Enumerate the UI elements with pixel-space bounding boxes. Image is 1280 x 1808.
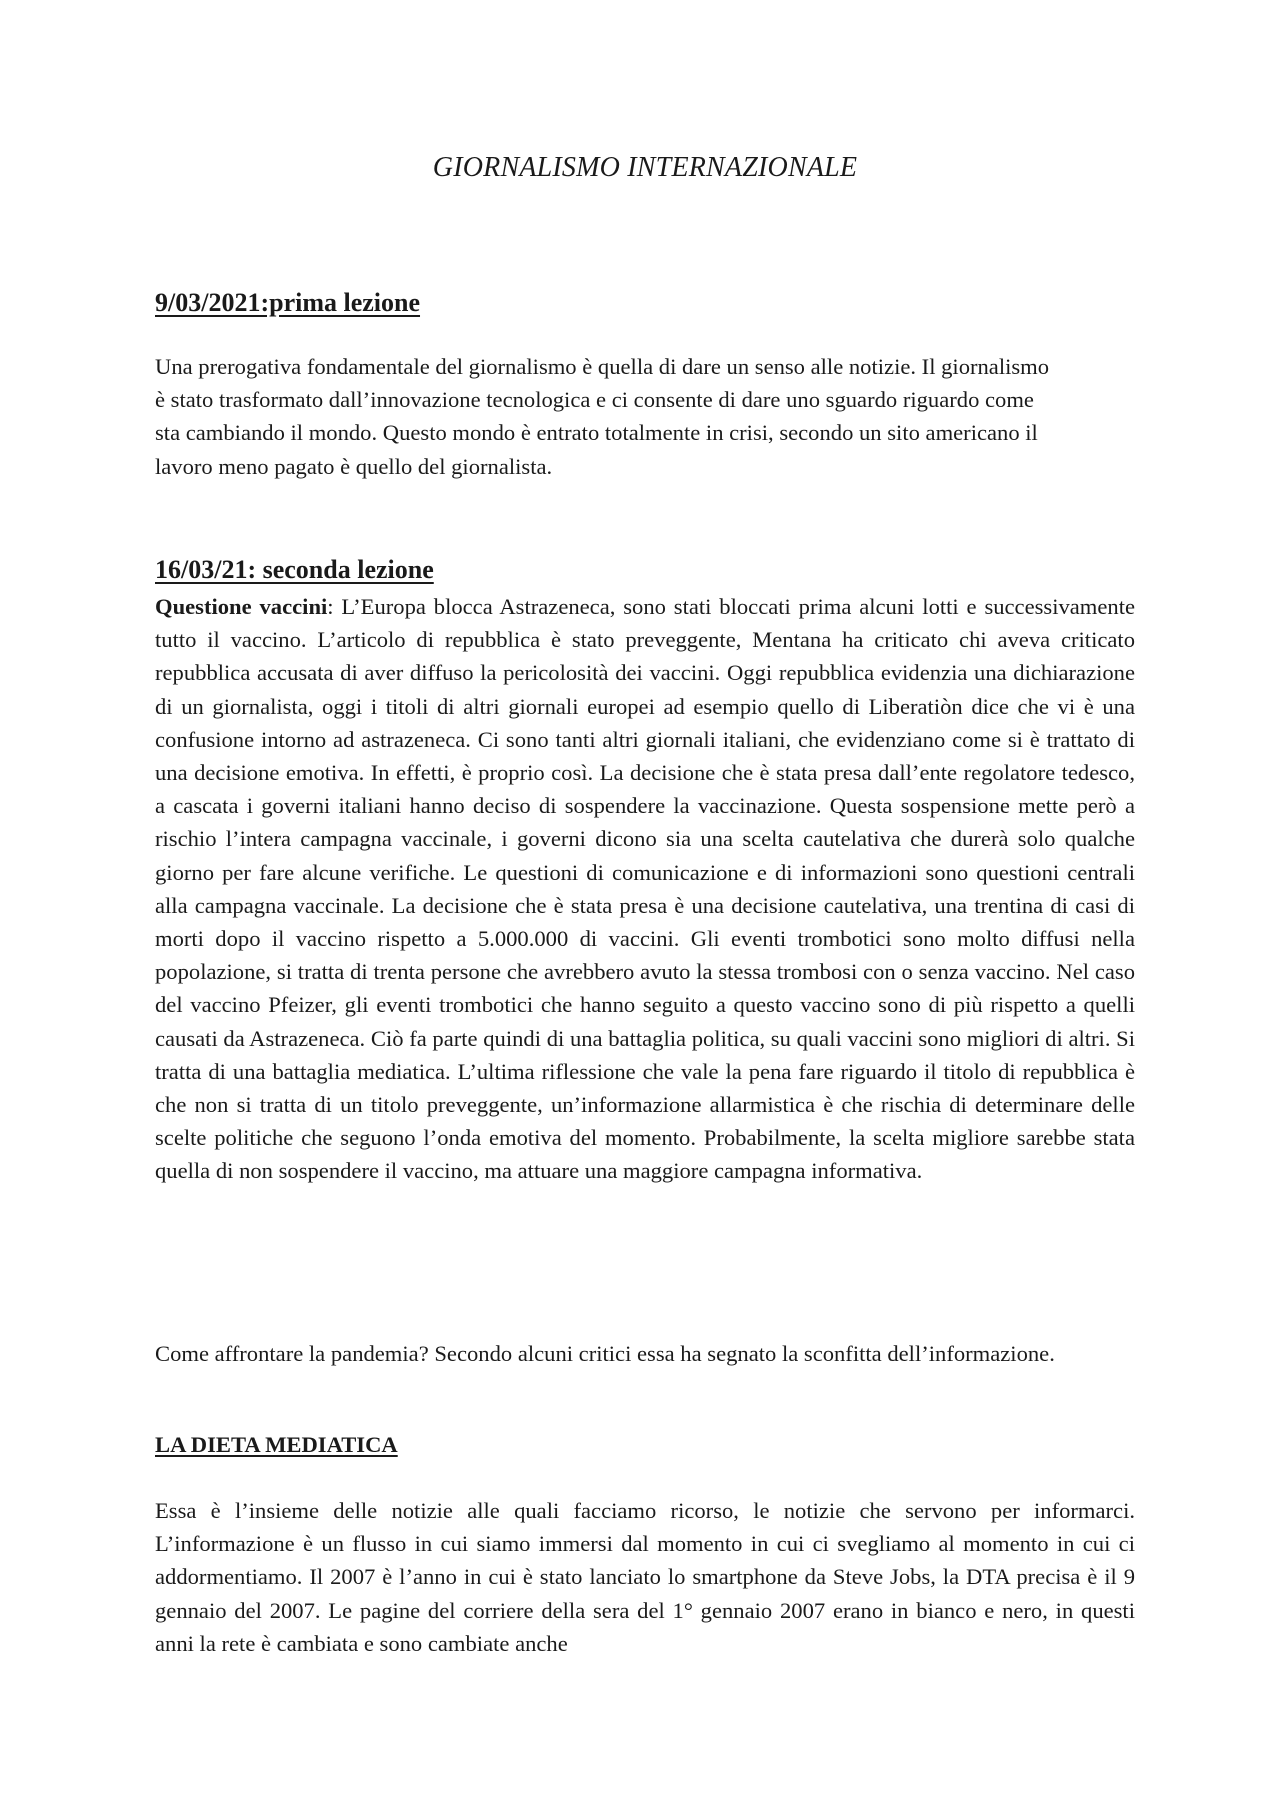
paragraph-prima-lezione: Una prerogativa fondamentale del giornalismo è quella di dare un senso alle notizie. Il giornalismo è stato trasformato dall’innovazione tecnologica e ci consente di dare uno sguardo riguardo come sta cambiando il mondo. Questo mondo è entrato totalmente in crisi, secondo un sito americano il lavoro meno pagato è quello del giornalista. — [155, 354, 1050, 479]
section-heading-seconda-lezione: 16/03/21: seconda lezione — [155, 555, 434, 584]
paragraph-pandemia: Come affrontare la pandemia? Secondo alcuni critici essa ha segnato la sconfitta dell’informazione. — [155, 1341, 1055, 1366]
questione-vaccini-label: Questione vaccini — [155, 594, 328, 619]
document-title: GIORNALISMO INTERNAZIONALE — [432, 152, 858, 183]
section-heading-dieta-mediatica: LA DIETA MEDIATICA — [155, 1432, 398, 1457]
questione-vaccini-text: : L’Europa blocca Astrazeneca, sono stati bloccati prima alcuni lotti e successivamente tutto il vaccino. L’articolo di repubblica è stato preveggente, Mentana ha criticato chi aveva criticato repubblica accusata di aver diffuso la pericolosità dei vaccini. Oggi repubblica evidenzia una dichiarazione di un giornalista, oggi i titoli di altri giornali europei ad esempio quello di Liberatiòn dice che vi è una confusione intorno ad astrazeneca. Ci sono tanti altri giornali italiani, che evidenziano come si è trattato di una decisione emotiva. In effetti, è proprio così. La decisione che è stata presa dall’ente regolatore tedesco, a cascata i governi italiani hanno deciso di sospendere la vaccinazione. Questa sospensione mette però a rischio l’intera campagna vaccinale, i governi dicono sia una scelta cautelativa che durerà solo qualche giorno per fare alcune verifiche. Le questioni di comunicazione e di informazioni sono questioni centrali alla campagna vaccinale. La decisione che è stata presa è una decisione cautelativa, una trentina di casi di morti dopo il vaccino rispetto a 5.000.000 di vaccini. Gli eventi trombotici sono molto diffusi nella popolazione, si tratta di trenta persone che avrebbero avuto la stessa trombosi con o senza vaccino. Nel caso del vaccino Pfeizer, gli eventi trombotici che hanno seguito a questo vaccino sono di più rispetto a quelli causati da Astrazeneca. Ciò fa parte quindi di una battaglia politica, su quali vaccini sono migliori di altri. Si tratta di una battaglia mediatica. L’ultima riflessione che vale la pena fare riguardo il titolo di repubblica è che non si tratta di un titolo preveggente, un’informazione allarmistica è che rischia di determinare delle scelte politiche che seguono l’onda emotiva del momento. Probabilmente, la scelta migliore sarebbe stata quella di non sospendere il vaccino, ma attuare una maggiore campagna informativa. — [155, 594, 1136, 1184]
paragraph-questione-vaccini — [155, 590, 1135, 1188]
section-heading-prima-lezione: 9/03/2021:prima lezione — [155, 288, 421, 317]
paragraph-dieta-mediatica: Essa è l’insieme delle notizie alle quali facciamo ricorso, le notizie che servono per informarci. L’informazione è un flusso in cui siamo immersi dal momento in cui ci svegliamo al momento in cui ci addormentiamo. Il 2007 è l’anno in cui è stato lanciato lo smartphone da Steve Jobs, la DTA precisa è il 9 gennaio del 2007. Le pagine del corriere della sera del 1° gennaio 2007 erano in bianco e nero, in questi anni la rete è cambiata e sono cambiate anche — [155, 1498, 1135, 1656]
